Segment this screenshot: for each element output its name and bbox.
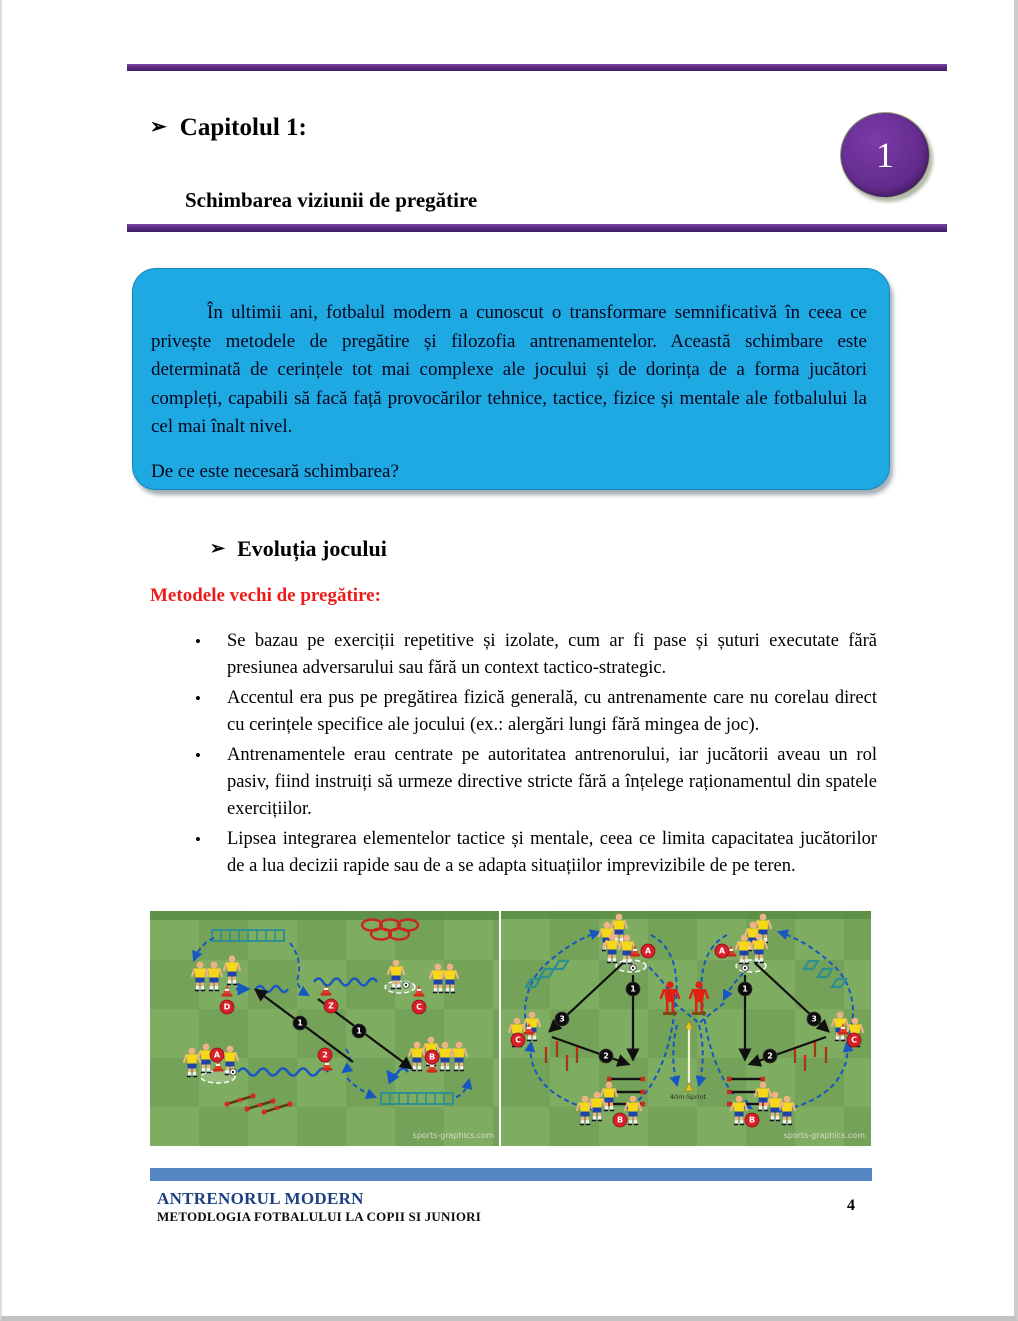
svg-text:A: A (213, 1050, 221, 1060)
pitch-field (150, 911, 499, 1146)
svg-text:C: C (416, 1002, 422, 1012)
svg-text:1: 1 (356, 1026, 362, 1036)
arrow-bullet-icon: ➢ (210, 538, 226, 558)
footer-divider-bar (150, 1168, 872, 1181)
svg-text:B: B (748, 1115, 756, 1125)
old-methods-list (195, 628, 877, 883)
list-item (195, 826, 877, 880)
intro-callout-box (132, 268, 890, 490)
chapter-subtitle: Schimbarea viziunii de pregătire (185, 188, 478, 212)
callout-paragraph: În ultimii ani, fotbalul modern a cunoscut o transformare semnificativă în ceea ce privește metodele de pregătire și filozofia antrenamentelor. Această schimbare este determinată de cerințele tot mai complexe ale jocului și de dorința de a forma jucători compleți, capabili să facă față provocărilor tehnice, tactice, fizice și mentale ale fotbalului la cel mai înalt nivel. (151, 302, 867, 437)
left-drill-diagram (150, 911, 499, 1146)
svg-text:3: 3 (811, 1014, 817, 1024)
bullet-dot-icon: • (195, 632, 201, 651)
bullet-text: Antrenamentele erau centrate pe autoritatea antrenorului, iar jucătorii aveau un rol pasiv, fiind instruiți să urmeze directive stricte fără a înțelege raționamentul din spatele exercițiilor. (227, 745, 877, 819)
svg-text:2: 2 (322, 1050, 328, 1060)
bullet-dot-icon: • (195, 689, 201, 708)
chapter-title: Capitolul 1: (179, 114, 307, 141)
watermark: sports-graphics.com (783, 1131, 865, 1140)
ball-icon (742, 965, 748, 971)
svg-text:2: 2 (603, 1051, 609, 1061)
svg-text:2: 2 (767, 1051, 773, 1061)
bullet-text: Se bazau pe exerciții repetitive și izolate, cum ar fi pase și șuturi executate fără presiunea adversarului sau fără un context tactico-strategic. (227, 631, 877, 678)
watermark: sports-graphics.com (412, 1131, 494, 1140)
svg-text:B: B (616, 1115, 624, 1125)
list-item (195, 628, 877, 682)
svg-text:1: 1 (742, 984, 748, 994)
bullet-dot-icon: • (195, 746, 201, 765)
bullet-text: Accentul era pus pe pregătirea fizică generală, cu antrenamente care nu corelau direct cu cerințele specifice ale jocului (ex.: alergări lungi fără mingea de joc). (227, 688, 877, 735)
svg-text:1: 1 (630, 984, 636, 994)
sprint-distance-label: 40m-Sprint (669, 1093, 707, 1101)
svg-text:3: 3 (559, 1014, 565, 1024)
footer-brand: ANTRENORUL MODERN (157, 1189, 364, 1208)
svg-text:C: C (515, 1035, 521, 1045)
footer-subtitle: METODLOGIA FOTBALULUI LA COPII SI JUNIORI (157, 1209, 481, 1224)
chapter-divider-bottom (127, 224, 947, 232)
ball-icon (630, 965, 636, 971)
old-methods-label: Metodele vechi de pregătire: (150, 585, 381, 606)
svg-text:B: B (428, 1052, 436, 1062)
svg-text:C: C (851, 1035, 857, 1045)
svg-text:A: A (718, 946, 726, 956)
right-drill-diagram (501, 911, 871, 1146)
chapter-heading (150, 114, 307, 142)
arrow-bullet-icon: ➢ (150, 116, 167, 138)
chapter-number-badge (840, 112, 930, 198)
list-item (195, 742, 877, 823)
section-title: Evoluția jocului (237, 536, 387, 561)
chapter-number: 1 (876, 135, 894, 175)
svg-text:A: A (644, 946, 652, 956)
list-item (195, 685, 877, 739)
bullet-dot-icon: • (195, 830, 201, 849)
svg-text:1: 1 (297, 1018, 303, 1028)
ball-icon (403, 982, 409, 988)
chapter-divider-top (127, 64, 947, 71)
svg-text:D: D (223, 1002, 231, 1012)
section-heading (210, 536, 387, 562)
svg-text:Z: Z (328, 1001, 334, 1011)
ball-icon (230, 1069, 236, 1075)
bullet-text: Lipsea integrarea elementelor tactice și mentale, ceea ce limita capacitatea jucătorilor de a lua decizii rapide sau de a se adapta situațiilor imprevizibile de pe teren. (227, 829, 877, 876)
training-diagrams-strip (150, 911, 871, 1146)
page-number: 4 (847, 1197, 855, 1214)
callout-question: De ce este necesară schimbarea? (151, 460, 399, 482)
